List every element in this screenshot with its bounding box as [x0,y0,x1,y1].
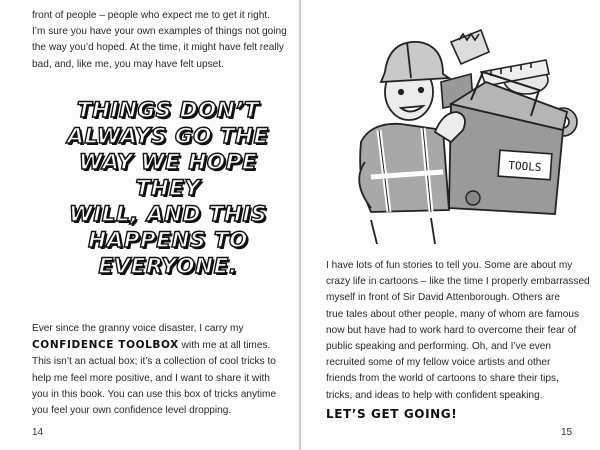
text-line: friends from the world of cartoons to share their tips, [326,373,559,385]
text-line: I’m sure you have your own examples of things not going [32,26,287,38]
left-page [0,0,299,450]
right-page [301,0,600,450]
headline-line: THINGS DON’T [76,98,260,123]
page-number-left: 14 [32,427,44,438]
text-line: you in this book. You can use this box of tricks anytime [32,388,277,400]
text-line: public speaking and performing. Oh, and I’ve even [326,341,552,353]
headline-line: HAPPENS TO [88,228,248,253]
headline-line: ALWAYS GO THE [67,124,269,149]
headline-line: EVERYONE. [98,254,238,279]
text-line: bad, and, like me, you may have felt upset. [32,58,224,70]
text-line: crazy life in cartoons – like the time I properly embarrassed [326,276,590,288]
text-line: you feel your own confidence level dropping. [32,405,232,417]
text-line: Ever since the granny voice disaster, I carry my [32,323,244,334]
worker-icon [359,42,465,244]
toolbox-label: TOOLS [507,158,542,175]
text-line: true tales about other people, many of whom are famous [326,308,580,320]
text-line [32,337,294,354]
left-intro-paragraph [32,8,292,73]
text-span: with me at all times. [178,340,271,352]
page-number-right: 15 [561,427,573,438]
lets-get-going-heading: LET’S GET GOING! [326,406,458,421]
text-line: help me feel more positive, and I want to share it with [32,372,270,384]
text-line: myself in front of Sir David Attenborough. Others are [326,292,560,304]
confidence-toolbox-term: CONFIDENCE TOOLBOX [32,339,179,352]
headline-line: WILL, AND THIS [69,202,267,227]
text-line: tricks, and ideas to help with confident speaking. [326,389,543,401]
text-line: the way you’d hoped. At the time, it might have felt really [32,42,284,54]
text-line: now but have had to work hard to overcome their fear of [326,324,577,336]
headline-line: WAY WE HOPE THEY [78,150,258,201]
pull-quote-headline [48,98,288,280]
right-paragraph [326,258,594,422]
construction-worker-illustration [331,12,579,244]
text-line: front of people – people who expect me to get it right. [32,10,270,21]
text-line: This isn’t an actual box; it’s a collection of cool tricks to [32,356,276,368]
text-line: I have lots of fun stories to tell you. Some are about my [326,260,573,271]
text-line: recruited some of my fellow voice artists and other [326,357,551,369]
toolbox-icon [449,72,567,214]
toolbox-paragraph [32,321,294,419]
